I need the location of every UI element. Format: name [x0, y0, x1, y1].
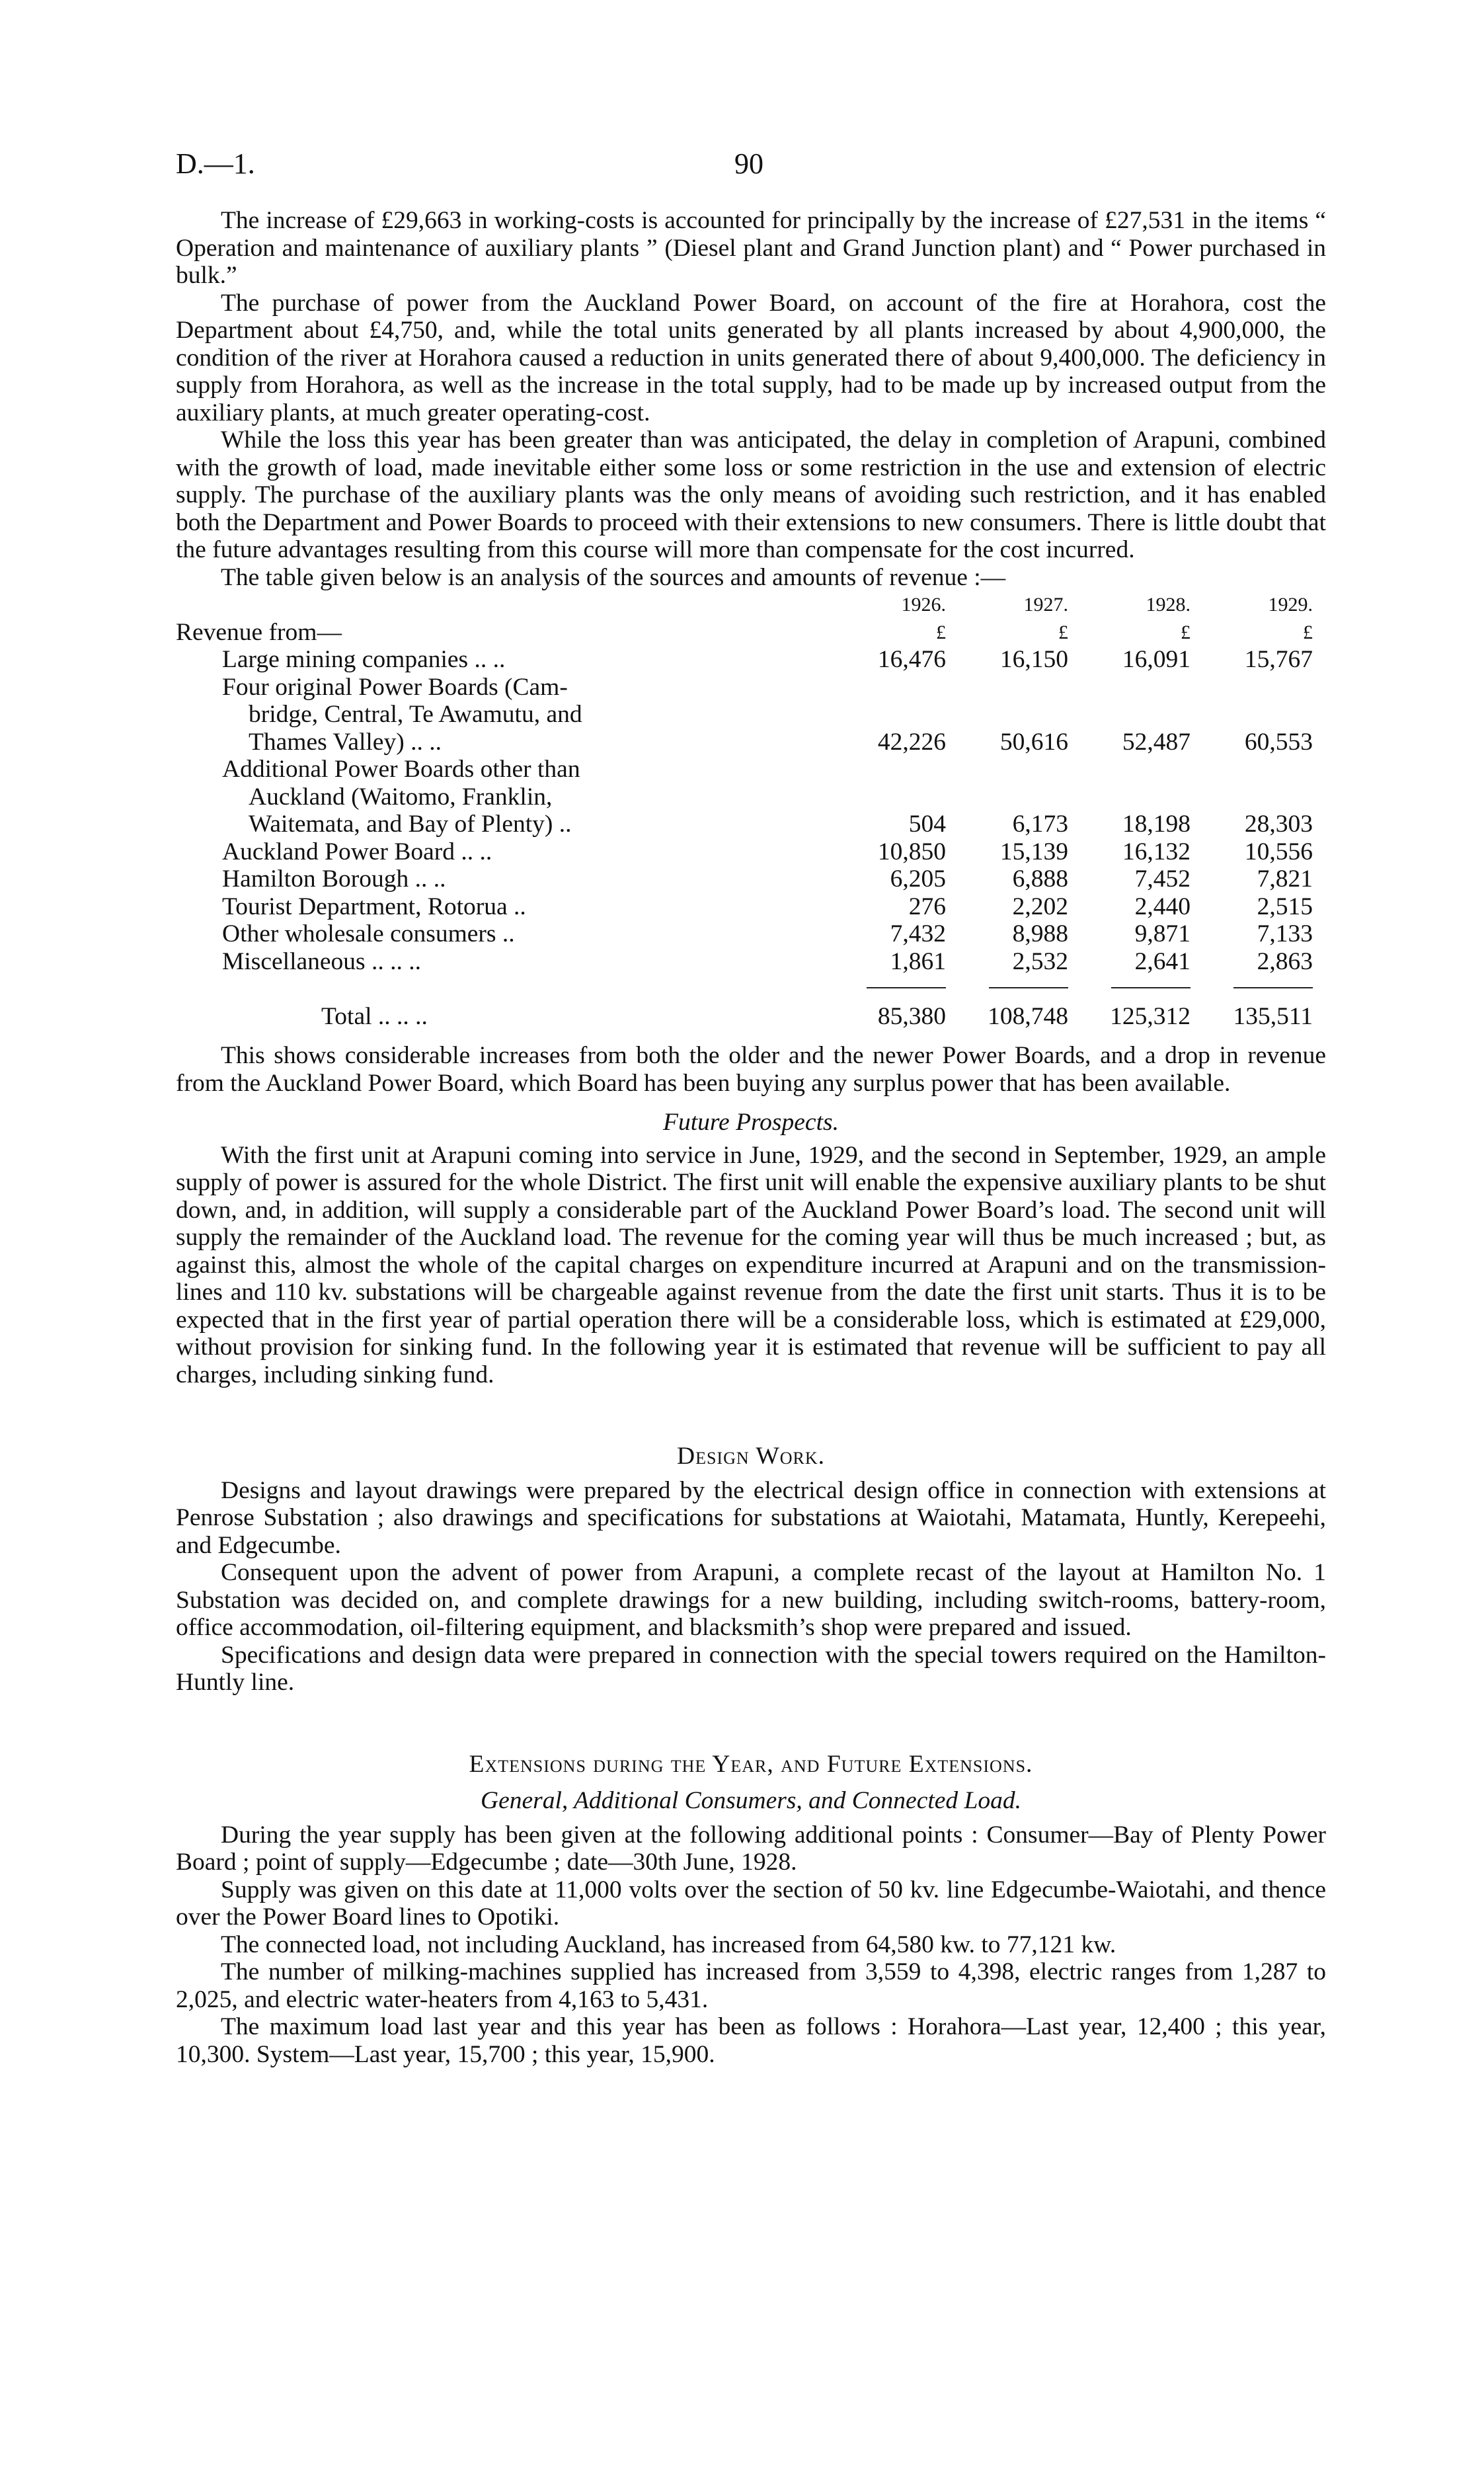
- table-row: Hamilton Borough .. .. 6,205 6,888 7,452 7,821: [222, 865, 1313, 893]
- document-reference: D.—1.: [176, 147, 255, 180]
- table-row-continued: Additional Power Boards other than: [222, 756, 580, 783]
- heading-design-work: Design Work.: [677, 1443, 825, 1470]
- paragraph-design-3: Specifications and design data were prepared in connection with the special towers required on the Hamilton-Huntly line.: [176, 1641, 1326, 1696]
- year-header: 1928.: [1146, 594, 1191, 616]
- paragraph-table-summary: This shows considerable increases from both the older and the newer Power Boards, and a drop in revenue from the Auckland Power Board, which Board has been buying any surplus power that has been available.: [176, 1042, 1326, 1097]
- table-unit-row: [176, 619, 1326, 647]
- year-header: 1929.: [1268, 594, 1313, 616]
- heading-extensions: Extensions during the Year, and Future Extensions.: [469, 1750, 1033, 1778]
- paragraph-extensions-3: The connected load, not including Auckland, has increased from 64,580 kw. to 77,121 kw.: [221, 1931, 1116, 1958]
- heading-future-prospects: Future Prospects.: [663, 1109, 839, 1136]
- table-row-continued: Auckland (Waitomo, Franklin,: [249, 783, 553, 811]
- unit-label: £: [1181, 621, 1191, 643]
- table-row: Tourist Department, Rotorua .. 276 2,202 2,440 2,515: [222, 893, 1313, 920]
- total-rule: [176, 975, 1326, 1003]
- table-row: Waitemata, and Bay of Plenty) .. 504 6,173 18,198 28,303: [249, 811, 1313, 838]
- table-row-continued: Four original Power Boards (Cam-: [222, 673, 568, 701]
- year-header: 1927.: [1023, 594, 1068, 616]
- subheading-extensions: General, Additional Consumers, and Connected Load.: [480, 1787, 1022, 1814]
- paragraph-design-1: Designs and layout drawings were prepared by the electrical design office in connection with extensions at Penrose Substation ; also drawings and specifications for substations at Waiotahi, Matamata, Huntly, Kerepeehi, and Edgecumbe.: [176, 1476, 1326, 1559]
- table-row: Large mining companies .. .. 16,476 16,150 16,091 15,767: [222, 646, 1313, 673]
- unit-label: £: [1058, 621, 1068, 643]
- paragraph-extensions-2: Supply was given on this date at 11,000 volts over the section of 50 kv. line Edgecumbe-Waiotahi, and thence over the Power Board lines to Opotiki.: [176, 1876, 1326, 1931]
- unit-label: £: [1303, 621, 1313, 643]
- table-year-row: [176, 591, 1326, 619]
- year-header: 1926.: [901, 594, 946, 616]
- paragraph-loss: While the loss this year has been greater than was anticipated, the delay in completion of Arapuni, combined with the growth of load, made inevitable either some loss or some restriction in the use and extension of electric supply. The purchase of the auxiliary plants was the only means of avoiding such restriction, and it has enabled both the Department and Power Boards to proceed with their extensions to new consumers. There is little doubt that the future advantages resulting from this course will more than compensate for the cost incurred.: [176, 426, 1326, 563]
- document-body: [176, 207, 1326, 2068]
- revenue-table: [176, 591, 1326, 1030]
- paragraph-extensions-4: The number of milking-machines supplied has increased from 3,559 to 4,398, electric ranges from 1,287 to 2,025, and electric water-heaters from 4,163 to 5,431.: [176, 1958, 1326, 2013]
- paragraph-working-costs: The increase of £29,663 in working-costs is accounted for principally by the increase of £27,531 in the items “ Operation and maintenance of auxiliary plants ” (Diesel plant and Grand Junction plant) and “ Power purchased in bulk.”: [176, 207, 1326, 289]
- table-row: Thames Valley) .. .. 42,226 50,616 52,487 60,553: [249, 728, 1313, 756]
- table-row-continued: bridge, Central, Te Awamutu, and: [249, 701, 582, 728]
- table-row: Other wholesale consumers .. 7,432 8,988 9,871 7,133: [222, 920, 1313, 947]
- table-total-row: Total .. .. .. 85,380 108,748 125,312 135,511: [321, 1002, 1313, 1030]
- table-row: Miscellaneous .. .. .. 1,861 2,532 2,641 2,863: [222, 947, 1313, 975]
- rule-line: [1111, 987, 1191, 988]
- paragraph-table-intro: The table given below is an analysis of the sources and amounts of revenue :—: [221, 563, 1006, 591]
- paragraph-extensions-1: During the year supply has been given at the following additional points : Consumer—Bay of Plenty Power Board ; point of supply—Edgecumbe ; date—30th June, 1928.: [176, 1821, 1326, 1876]
- rule-line: [989, 987, 1068, 988]
- paragraph-power-purchase: The purchase of power from the Auckland Power Board, on account of the fire at Horahora, cost the Department about £4,750, and, while the total units generated by all plants increased by about 4,900,000, the condition of the river at Horahora caused a reduction in units generated there of about 9,400,000. The deficiency in supply from Horahora, as well as the increase in the total supply, had to be made up by increased output from the auxiliary plants, at much greater operating-cost.: [176, 289, 1326, 426]
- unit-label: £: [936, 621, 946, 643]
- table-heading: Revenue from—: [176, 618, 342, 646]
- rule-line: [1233, 987, 1313, 988]
- paragraph-future-prospects: With the first unit at Arapuni coming into service in June, 1929, and the second in September, 1929, an ample supply of power is assured for the whole District. The first unit will enable the expensive auxiliary plants to be shut down, and, in addition, will supply a considerable part of the Auckland Power Board’s load. The second unit will supply the remainder of the Auckland load. The revenue for the coming year will thus be much increased ; but, as against this, almost the whole of the capital charges on expenditure incurred at Arapuni and on the transmission-lines and 110 kv. substations will be chargeable against revenue from the date the first unit starts. Thus it is to be expected that in the first year of partial operation there will be a considerable loss, which is estimated at £29,000, without provision for sinking fund. In the following year it is estimated that revenue will be sufficient to pay all charges, including sinking fund.: [176, 1141, 1326, 1388]
- page-number: 90: [734, 147, 763, 180]
- table-row: Auckland Power Board .. .. 10,850 15,139 16,132 10,556: [222, 838, 1313, 865]
- rule-line: [867, 987, 946, 988]
- paragraph-design-2: Consequent upon the advent of power from Arapuni, a complete recast of the layout at Hamilton No. 1 Substation was decided on, and complete drawings for a new building, including switch-rooms, battery-room, office accommodation, oil-filtering equipment, and blacksmith’s shop were prepared and issued.: [176, 1559, 1326, 1641]
- paragraph-extensions-5: The maximum load last year and this year has been as follows : Horahora—Last year, 12,400 ; this year, 10,300. System—Last year, 15,700 ; this year, 15,900.: [176, 2013, 1326, 2068]
